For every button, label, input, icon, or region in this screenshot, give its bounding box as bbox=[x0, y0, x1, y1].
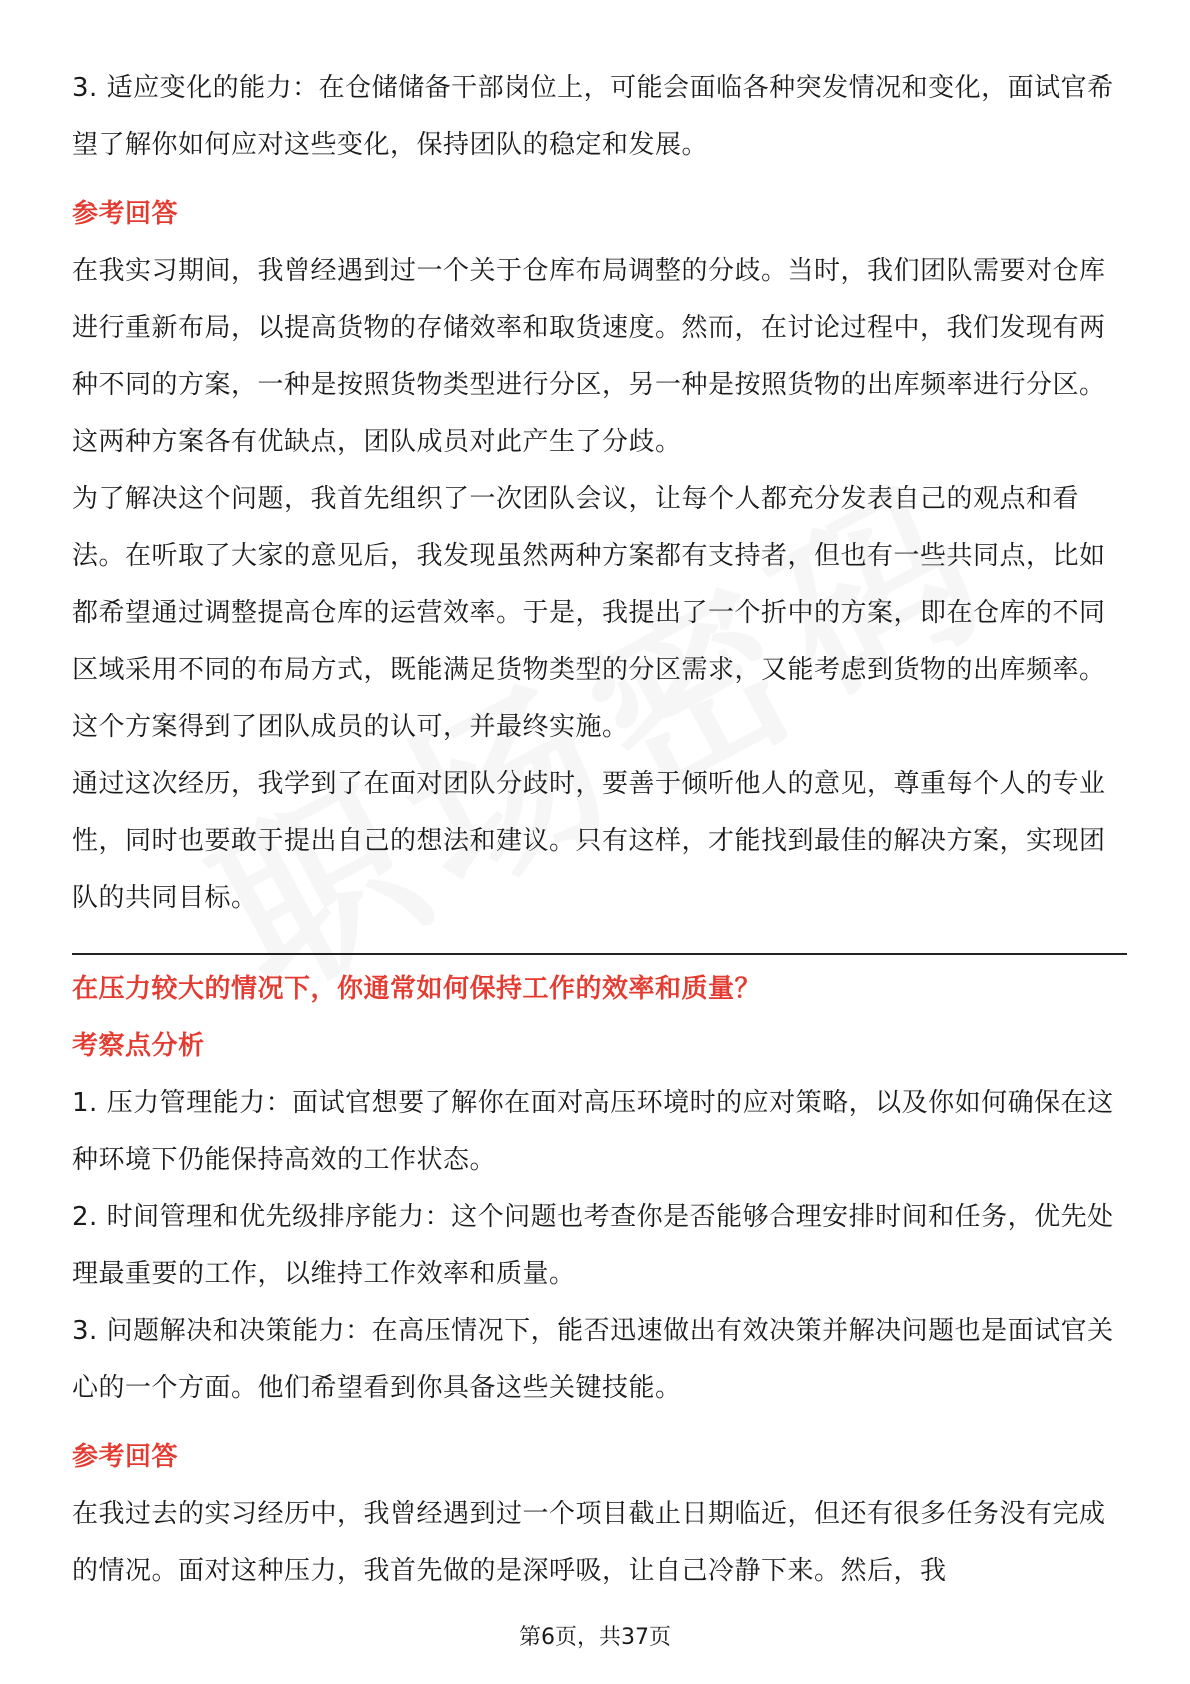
section-divider bbox=[72, 953, 1127, 955]
answer-heading: 参考回答 bbox=[72, 1442, 179, 1472]
answer-heading: 参考回答 bbox=[72, 199, 179, 229]
answer-paragraph: 通过这次经历，我学到了在面对团队分歧时，要善于倾听他人的意见，尊重每个人的专业性，同时也要敢于提出自己的想法和建议。只有这样，才能找到最佳的解决方案，实现团队的共同目标。 bbox=[72, 769, 1106, 913]
analysis-heading: 考察点分析 bbox=[72, 1031, 205, 1061]
analysis-point: 2. 时间管理和优先级排序能力：这个问题也考查你是否能够合理安排时间和任务，优先处理最重要的工作，以维持工作效率和质量。 bbox=[72, 1202, 1114, 1289]
analysis-point: 1. 压力管理能力：面试官想要了解你在面对高压环境时的应对策略，以及你如何确保在这种环境下仍能保持高效的工作状态。 bbox=[72, 1088, 1114, 1175]
answer-paragraph: 在我实习期间，我曾经遇到过一个关于仓库布局调整的分歧。当时，我们团队需要对仓库进行重新布局，以提高货物的存储效率和取货速度。然而，在讨论过程中，我们发现有两种不同的方案，一种是按照货物类型进行分区，另一种是按照货物的出库频率进行分区。这两种方案各有优缺点，团队成员对此产生了分歧。 bbox=[72, 256, 1106, 457]
interview-question: 在压力较大的情况下，你通常如何保持工作的效率和质量？ bbox=[72, 974, 762, 1004]
answer-paragraph: 为了解决这个问题，我首先组织了一次团队会议，让每个人都充分发表自己的观点和看法。在听取了大家的意见后，我发现虽然两种方案都有支持者，但也有一些共同点，比如都希望通过调整提高仓库的运营效率。于是，我提出了一个折中的方案，即在仓库的不同区域采用不同的布局方式，既能满足货物类型的分区需求，又能考虑到货物的出库频率。这个方案得到了团队成员的认可，并最终实施。 bbox=[72, 484, 1106, 742]
answer-paragraph: 在我过去的实习经历中，我曾经遇到过一个项目截止日期临近，但还有很多任务没有完成的情况。面对这种压力，我首先做的是深呼吸，让自己冷静下来。然后，我 bbox=[72, 1499, 1106, 1586]
analysis-point-3: 3. 适应变化的能力：在仓储储备干部岗位上，可能会面临各种突发情况和变化，面试官希望了解你如何应对这些变化，保持团队的稳定和发展。 bbox=[72, 73, 1114, 160]
page-number: 第6页，共37页 bbox=[519, 1625, 671, 1650]
page-content bbox=[72, 60, 1127, 1600]
analysis-point: 3. 问题解决和决策能力：在高压情况下，能否迅速做出有效决策并解决问题也是面试官关心的一个方面。他们希望看到你具备这些关键技能。 bbox=[72, 1316, 1114, 1403]
